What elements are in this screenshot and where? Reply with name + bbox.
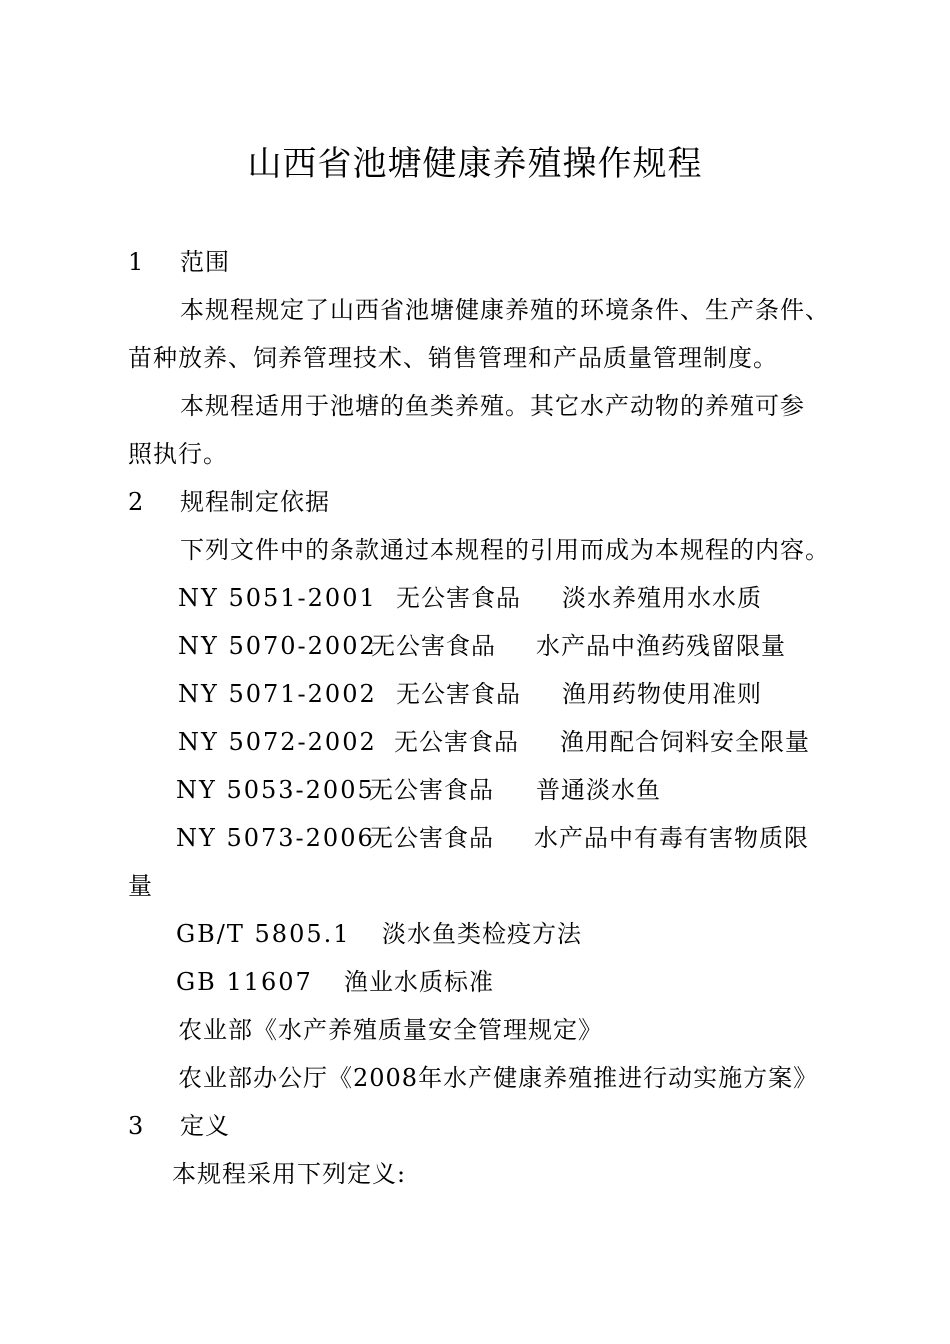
standard-name: 渔用配合饲料安全限量 [560,728,810,756]
standard-code: GB 11607 [176,968,313,996]
paragraph-line: 下列文件中的条款通过本规程的引用而成为本规程的内容。 [180,536,830,564]
standard-name: 淡水养殖用水水质 [562,584,762,612]
section-number: 2 [128,488,145,516]
section-number: 3 [128,1112,145,1140]
standard-code: NY 5073-2006 [176,824,375,852]
standard-item [178,677,878,711]
standard-code: NY 5070-2002 [178,632,377,660]
paragraph-line: 苗种放养、饲养管理技术、销售管理和产品质量管理制度。 [128,344,778,372]
standard-category: 无公害食品 [369,776,494,804]
standard-code: NY 5071-2002 [178,680,377,708]
regulation-item: 农业部《水产养殖质量安全管理规定》 [178,1016,603,1044]
standard-code: NY 5051-2001 [178,584,377,612]
paragraph-line: 本规程适用于池塘的鱼类养殖。其它水产动物的养殖可参 [180,392,805,420]
section-number: 1 [128,248,145,276]
standard-code: GB/T 5805.1 [176,920,351,948]
standard-category: 无公害食品 [396,584,521,612]
standard-name: 渔业水质标准 [344,968,494,996]
standard-name: 渔用药物使用准则 [562,680,762,708]
standard-item [178,581,878,615]
standard-category: 无公害食品 [369,824,494,852]
standard-code: NY 5072-2002 [178,728,377,756]
standard-name: 普通淡水鱼 [536,776,661,804]
standard-item [176,917,876,951]
standard-item [176,773,876,807]
standard-category: 无公害食品 [371,632,496,660]
paragraph-line: 本规程规定了山西省池塘健康养殖的环境条件、生产条件、 [180,296,830,324]
regulation-item: 农业部办公厅《2008年水产健康养殖推进行动实施方案》 [178,1064,819,1092]
standard-item [178,629,878,663]
standard-name: 水产品中渔药残留限量 [536,632,786,660]
standard-name: 水产品中有毒有害物质限 [534,824,809,852]
standard-item [178,725,878,759]
document-title: 山西省池塘健康养殖操作规程 [247,144,703,184]
section-title: 规程制定依据 [180,488,330,516]
paragraph-line: 本规程采用下列定义: [172,1160,407,1188]
standard-category: 无公害食品 [396,680,521,708]
standard-item [176,821,876,855]
wrapped-line-tail: 量 [128,872,153,900]
section-title: 定义 [180,1112,230,1140]
standard-code: NY 5053-2005 [176,776,375,804]
standard-item [176,965,876,999]
section-title: 范围 [180,248,230,276]
standard-name: 淡水鱼类检疫方法 [382,920,582,948]
standard-category: 无公害食品 [394,728,519,756]
paragraph-line: 照执行。 [128,440,228,468]
